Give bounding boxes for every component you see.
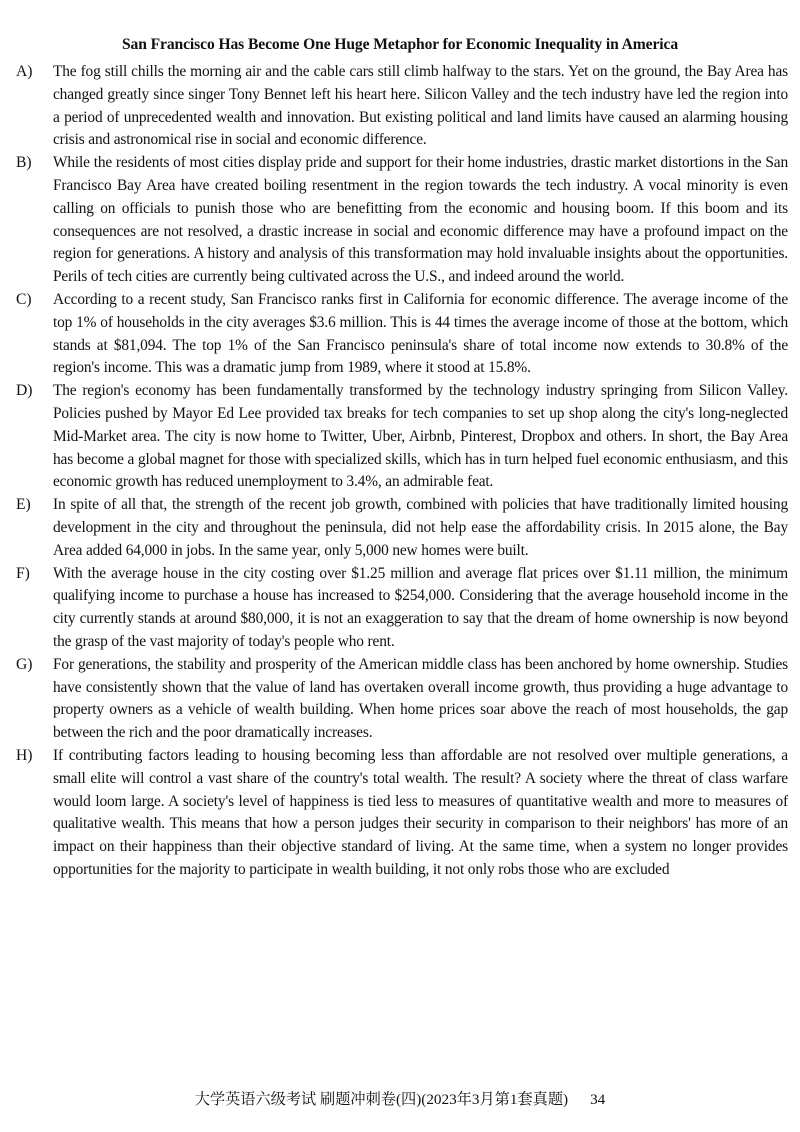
paragraph-label: F) [16,564,30,582]
paragraph-d [16,380,788,494]
paragraph-text: If contributing factors leading to housing becoming less than affordable are not resolved over multiple generations, a small elite will control a vast share of the country's total wealth. The result? A society where the threat of class warfare would loom large. A society's level of happiness is tied less to measures of quantitative wealth and more to measures of qualitative wealth. This means that how a person judges their security in comparison to their neighbors' has more of an impact on their happiness than their objective standard of living. At the same time, when a system no longer provides opportunities for the majority to participate in wealth building, it not only robs those who are excluded [53,746,788,878]
page-number: 34 [590,1091,606,1108]
paragraph-label: E) [16,496,31,514]
paragraph-text: In spite of all that, the strength of the recent job growth, combined with policies that have traditionally limited housing development in the city and throughout the peninsula, did not help ease the affordability crisis. In 2015 alone, the Bay Area added 64,000 in jobs. In the same year, only 5,000 new homes were built. [53,496,788,559]
paragraph-label: C) [16,290,32,308]
paragraph-list [16,61,788,882]
paragraph-text: For generations, the stability and prosperity of the American middle class has been anchored by home ownership. Studies have consistently shown that the value of land has overtaken overall income growth, thus providing a huge advantage to property owners as a vehicle of wealth building. When home prices soar above the reach of most households, the gap between the rich and the poor dramatically increases. [53,655,788,742]
paragraph-text: While the residents of most cities display pride and support for their home industries, drastic market distortions in the San Francisco Bay Area have created boiling resentment in the region towards the tech industry. A vocal minority is even calling on officials to punish those who are benefitting from the economic and housing boom. If this boom and its consequences are not resolved, a drastic increase in social and economic difference may have a profound impact on the region for generations. A history and analysis of this transformation may hold invaluable insights about the opportunities. Perils of tech cities are currently being cultivated across the U.S., and indeed around the world. [53,154,788,286]
paragraph-text: The fog still chills the morning air and the cable cars still climb halfway to the stars. Yet on the ground, the Bay Area has changed greatly since singer Tony Bennet left his heart here. Silicon Valley and the tech industry have led the region into a period of unprecedented wealth and innovation. But existing political and land limits have caused an alarming housing crisis and astronomical rise in social and economic difference. [53,63,788,149]
paragraph-text: With the average house in the city costing over $1.25 million and average flat prices over $1.11 million, the minimum qualifying income to purchase a house has increased to $254,000. Considering that the average household income in the city currently stands at around $80,000, it is not an exaggeration to say that the dream of home ownership is now beyond the grasp of the vast majority of today's people who rent. [53,564,788,650]
paragraph-f [16,563,788,654]
paragraph-label: G) [16,655,33,673]
paragraph-e [16,494,788,562]
paragraph-label: D) [16,382,33,400]
paragraph-text: The region's economy has been fundamentally transformed by the technology industry springing from Silicon Valley. Policies pushed by Mayor Ed Lee provided tax breaks for tech companies to set up shop along the city's long-neglected Mid-Market area. The city is now home to Twitter, Uber, Airbnb, Pinterest, Dropbox and others. In short, the Bay Area has become a global magnet for those with specialized skills, which has in turn helped fuel economic enthusiasm, and this economic growth has reduced unemployment to 3.4%, an admirable feat. [53,382,788,491]
paragraph-g [16,654,788,745]
paragraph-a [16,61,788,152]
paragraph-label: B) [16,154,32,172]
paragraph-h [16,745,788,882]
paragraph-b [16,152,788,289]
paragraph-label: A) [16,63,33,80]
paragraph-text: According to a recent study, San Francisco ranks first in California for economic difference. The average income of the top 1% of households in the city averages $3.6 million. This is 44 times the average income of those at the bottom, which stands at $81,094. The top 1% of the San Francisco peninsula's share of total income now extends to 30.8% of the region's income. This was a dramatic jump from 1989, where it stood at 15.8%. [53,290,788,377]
page-footer [0,1088,800,1109]
paragraph-label: H) [16,746,33,764]
footer-text: 大学英语六级考试 刷题冲刺卷(四)(2023年3月第1套真题) [194,1091,569,1108]
paragraph-c [16,289,788,380]
document-title: San Francisco Has Become One Huge Metaphor for Economic Inequality in America [121,36,679,53]
